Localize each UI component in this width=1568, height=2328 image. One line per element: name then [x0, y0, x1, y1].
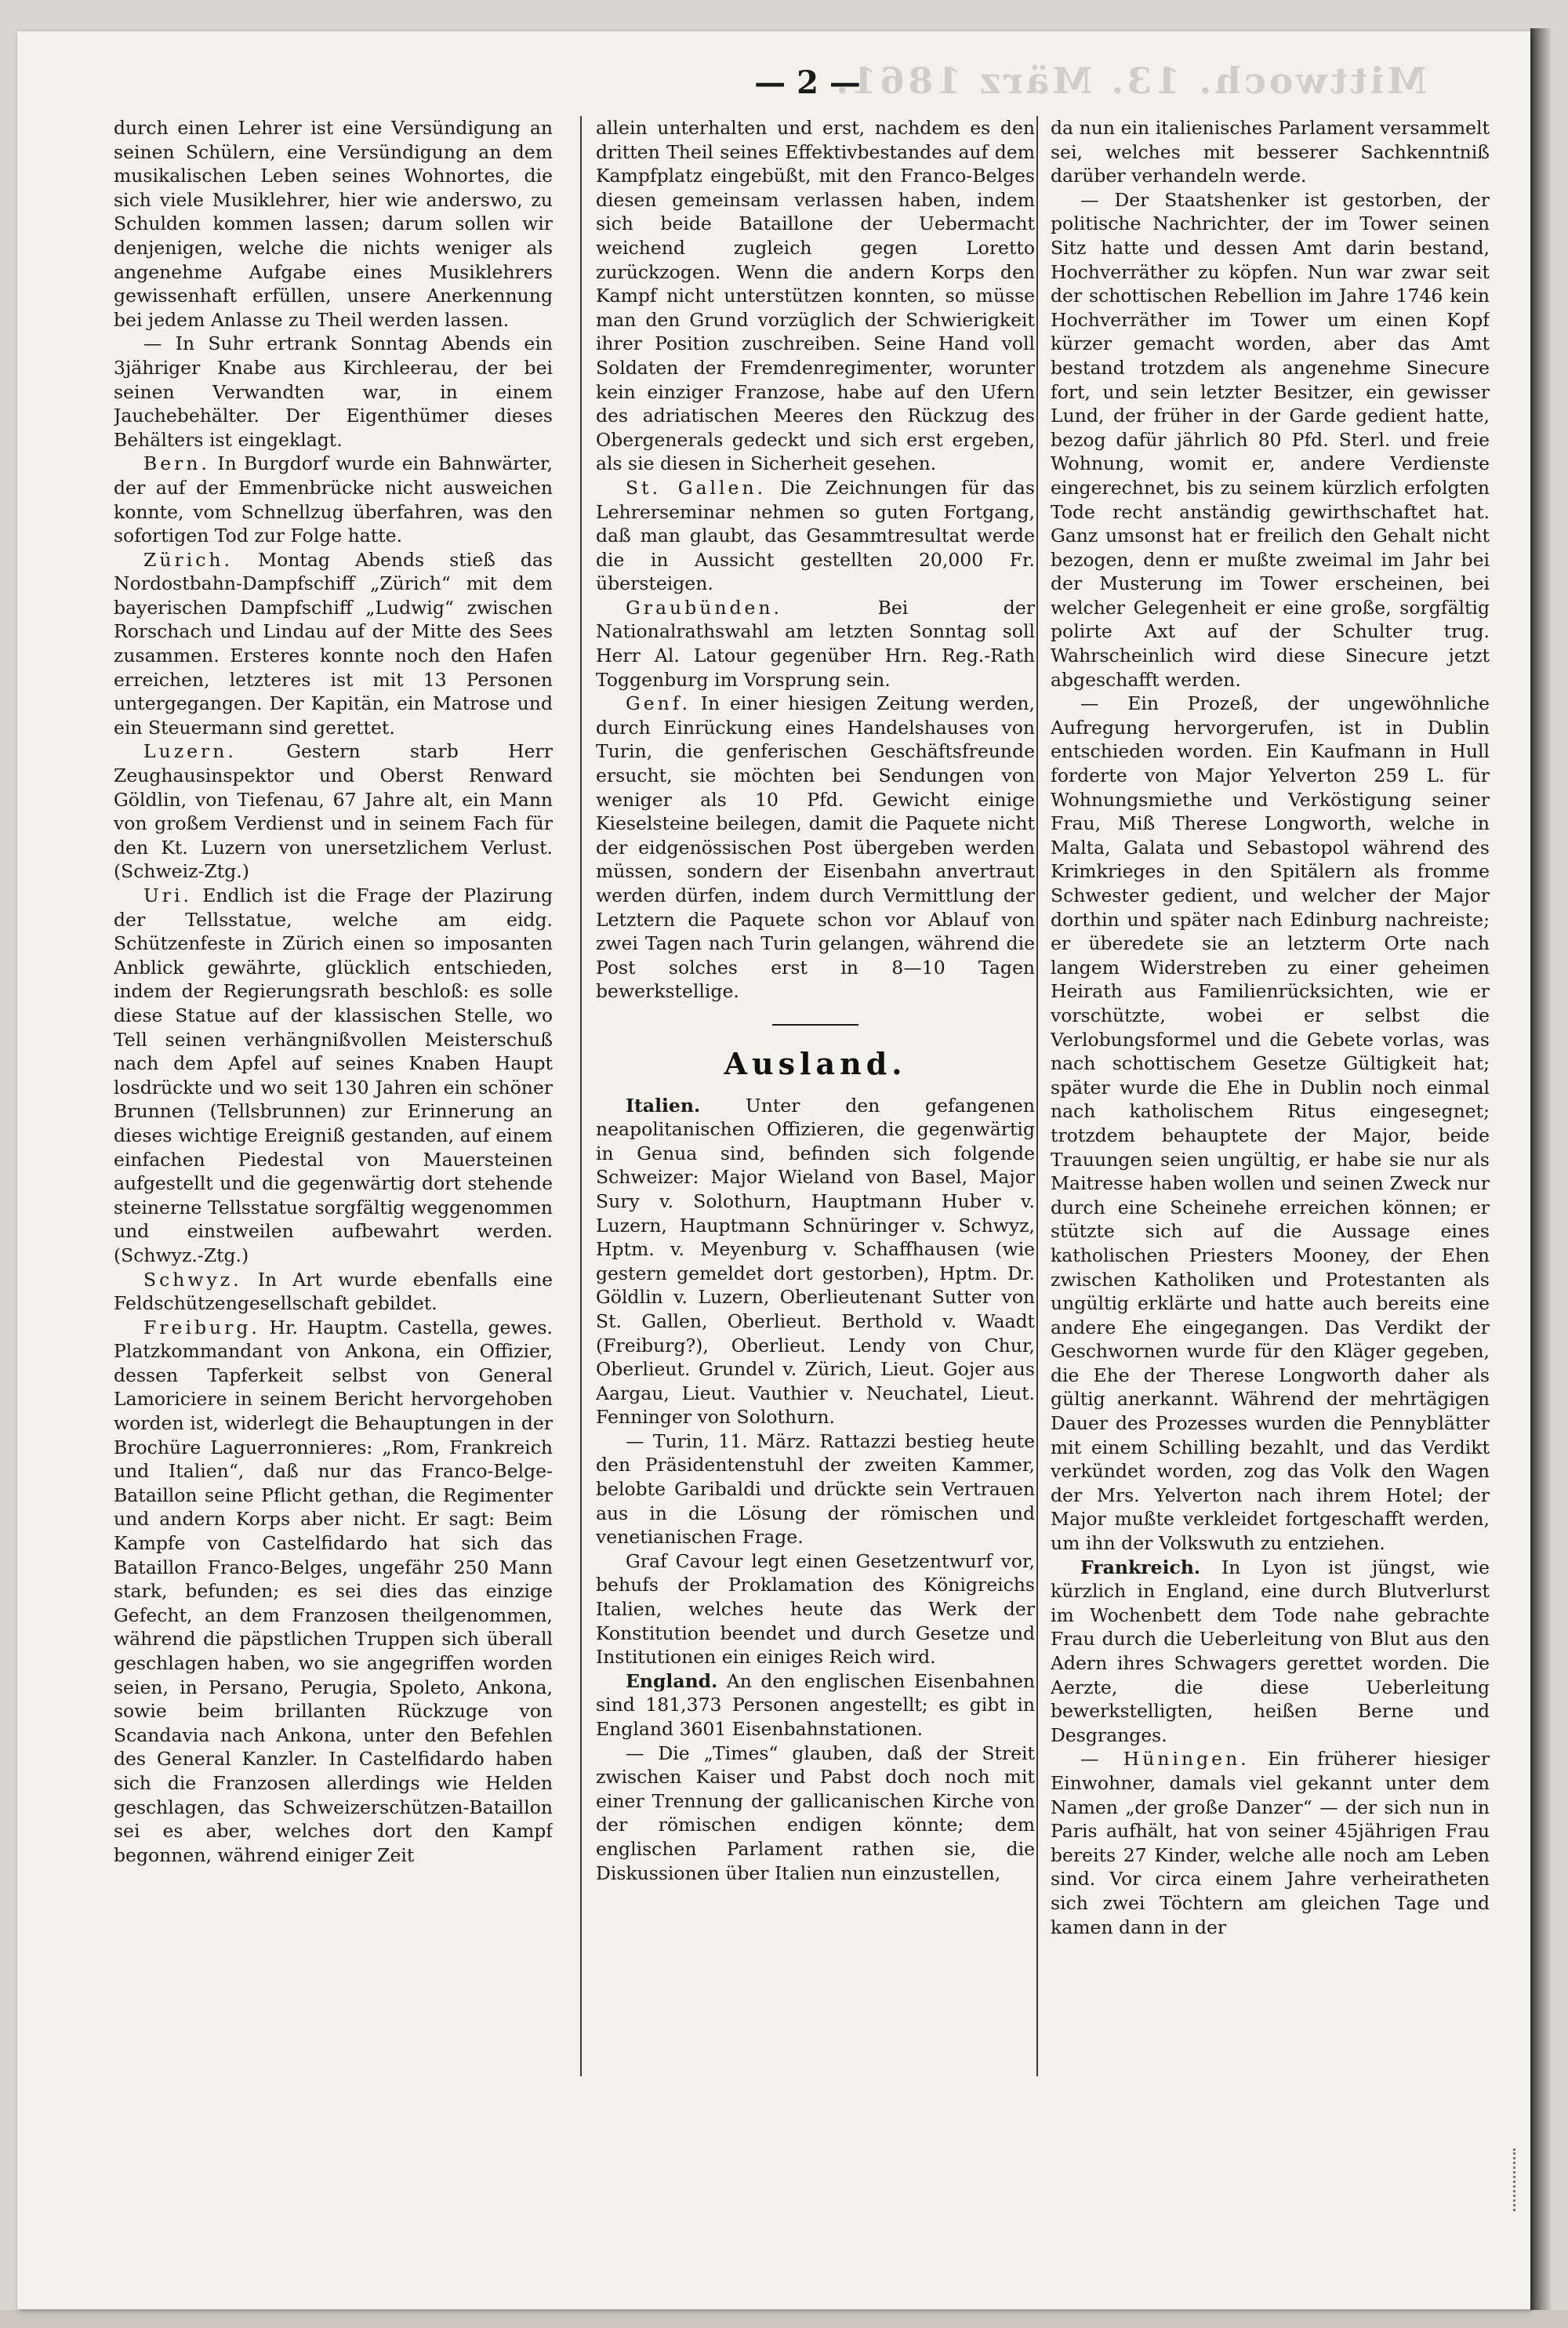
dateline-graubuenden: Graubünden. [626, 596, 783, 619]
news-item-hueningen [1051, 1747, 1490, 1939]
news-item-genf [596, 692, 1035, 1004]
page-number: — 2 — [754, 64, 861, 101]
source-uri: (Schwyz.-Ztg.) [114, 1244, 249, 1266]
news-text-italien: Unter den gefangenen neapolitanischen Offizieren, die gegenwärtig in Genua sind, befinden sich folgende Schweizer: Major Wieland von Basel, Major Sury v. Solothurn, Hauptmann Huber v. Luzern, Hauptmann Schnüringer v. Schwyz, Hptm. v. Meyenburg v. Schaffhausen (wie gestern gemeldet dort gestorben), Hptm. Dr. Göldlin v. Luzern, Oberlieutenant Sutter von St. Gallen, Oberlieut. Berthold v. Waadt (Freiburg?), Oberlieut. Lendy von Chur, Oberlieut. Grundel v. Zürich, Lieut. Gojer aus Aargau, Lieut. Vauthier v. Neuchatel, Lieut. Fenninger von Solothurn. [596, 1094, 1035, 1429]
news-item-times-continued: da nun ein italienisches Parlament versammelt sei, welches mit besserer Sachkenntniß darüber verhandeln werde. [1051, 117, 1490, 187]
news-item-graubuenden [596, 596, 1035, 692]
scan-bottom-border [0, 2310, 1568, 2328]
dateline-freiburg: Freiburg. [143, 1316, 260, 1338]
source-luzern: (Schweiz-Ztg.) [114, 860, 249, 883]
dateline-zuerich: Zürich. [143, 548, 233, 571]
news-item-turin: — Turin, 11. März. Rattazzi bestieg heute den Präsidentenstuhl der zweiten Kammer, belobte Garibaldi und drückte sein Vertrauen aus in die Lösung der römischen und venetianischen Frage. [596, 1429, 1035, 1549]
news-item-frankreich [1051, 1556, 1490, 1748]
news-text-st-gallen: Die Zeichnungen für das Lehrerseminar nehmen so guten Fortgang, daß man glaubt, das Gesammtresultat werde die in Aussicht gestellten 20,000 Fr. übersteigen. [596, 476, 1035, 595]
article-music-teachers: durch einen Lehrer ist eine Versündigung an seinen Schülern, eine Versündigung an dem musikalischen Leben seines Wohnortes, die sich viele Musiklehrer, hier wie anderswo, zu Schulden kommen lassen; darum sollen wir denjenigen, welche die nichts weniger als angenehme Aufgabe eines Musiklehrers gewissenhaft erfüllen, unsere Anerkennung bei jedem Anlasse zu Theil werden lassen. [114, 117, 553, 331]
news-text-uri: Endlich ist die Frage der Plazirung der Tellsstatue, welche am eidg. Schützenfeste in Zürich einen so imposanten Anblick gewährte, glücklich entschieden, indem der Regierungsrath beschloß: es solle diese Statue auf der klassischen Stelle, wo Tell seinen verhängnißvollen Meisterschuß nach dem Apfel auf seines Knaben Haupt losdrückte und wo seit 130 Jahren ein schöner Brunnen (Tellsbrunnen) zur Erinnerung an dieses wichtige Ereigniß gestanden, auf einem einfachen Piedestal von Mauersteinen aufgestellt und die gegenwärtig dort stehende steinerne Tellsstatue sorgfältig weggenommen und einstweilen aufbewahrt werden. [114, 884, 553, 1243]
column-3 [1051, 116, 1490, 2084]
column-rule-right [1036, 116, 1038, 2076]
page-edge-shadow [1530, 28, 1551, 2312]
news-item-suhr: — In Suhr ertrank Sonntag Abends ein 3jähriger Knabe aus Kirchleerau, der bei seinen Verwandten war, in einem Jauchebehälter. Der Eigenthümer dieses Behälters ist eingeklagt. [114, 332, 553, 451]
news-item-dublin-trial: — Ein Prozeß, der ungewöhnliche Aufregung hervorgerufen, ist in Dublin entschieden worden. Ein Kaufmann in Hull forderte von Major Yelverton 259 L. für Wohnungsmiethe und Verköstigung seiner Frau, Miß Therese Longworth, welche in Malta, Galata und Sebastopol während des Krimkrieges in den Spitälern als fromme Schwester gedient, und welcher der Major dorthin und später nach Edinburg nachreiste; er überedete sie an letzterm Orte nach langem Widerstreben zu einer geheimen Heirath aus Familienrücksichten, wie er vorschützte, wobei er selbst die Verlobungsformel und die Gebete vorlas, was nach schottischem Gesetze Gültigkeit hat; später wurde die Ehe in Dublin noch einmal nach katholischem Ritus eingesegnet; trotzdem behauptete der Major, beide Trauungen seien ungültig, er habe sie nur als Maitresse haben wollen und seinen Zweck nur durch eine Scheinehe erreichen können; er stützte sich auf die Aussage eines katholischen Priesters Mooney, der Ehen zwischen Katholiken und Protestanten als ungültig erklärte und hatte auch bereits eine andere Ehe eingegangen. Das Verdikt der Geschwornen wurde für den Kläger gegeben, die Ehe der Therese Longworth daher als gültig anerkannt. Während der mehrtägigen Dauer des Prozesses wurden die Pennyblätter mit einem Schilling bezahlt, und das Verdikt verkündet worden, zog das Volk den Wagen der Mrs. Yelverton nach ihrem Hotel; der Major mußte verkleidet fortgeschafft werden, um ihn der Volkswuth zu entziehen. [1051, 692, 1490, 1555]
news-item-schwyz [114, 1268, 553, 1316]
news-item-st-gallen [596, 476, 1035, 596]
dateline-genf: Genf. [626, 692, 691, 715]
news-text-genf: In einer hiesigen Zeitung werden, durch Einrückung eines Handelshauses von Turin, die genferischen Geschäftsfreunde ersucht, sie möchten bei Sendungen von weniger als 10 Pfd. Gewicht einige Kieselsteine beilegen, damit die Paquete nicht der eidgenössischen Post übergeben werden müssen, sondern der Eisenbahn anvertraut werden dürfen, indem durch Vermittlung der Letztern die Paquete schon vor Ablauf von zwei Tagen nach Turin gelangen, während die Post solches erst in 8—10 Tagen bewerkstellige. [596, 692, 1035, 1003]
country-label-england: England. [626, 1669, 718, 1692]
dateline-luzern: Luzern. [143, 740, 237, 763]
news-item-staatshenker: — Der Staatshenker ist gestorben, der politische Nachrichter, der im Tower seinen Sitz hatte und dessen Amt darin bestand, Hochverräther zu köpfen. Nun war zwar seit der schottischen Rebellion im Jahre 1746 kein Hochverräther im Tower um einen Kopf kürzer gemacht worden, aber das Amt bestand trotzdem als angenehme Sinecure fort, und sein letzter Besitzer, ein gewisser Lund, der früher in der Garde gedient hatte, bezog dafür jährlich 80 Pfd. Sterl. und freie Wohnung, womit er, andere Verdienste eingerechnet, bis zu seinem kürzlich erfolgten Tode recht anständig gewirthschaftet hat. Ganz umsonst hat er freilich den Gehalt nicht bezogen, denn er mußte zweimal im Jahr bei der Musterung im Tower erscheinen, bei welcher Gelegenheit er eine große, sorgfältig polirte Axt auf der Schulter trug. Wahrscheinlich wird diese Sinecure jetzt abgeschafft werden. [1051, 188, 1490, 691]
section-heading-ausland: Ausland. [724, 1045, 907, 1081]
dateline-schwyz: Schwyz. [143, 1268, 242, 1291]
news-text-hueningen: Ein früherer hiesiger Einwohner, damals viel gekannt unter dem Namen „der große Danzer“ — der sich nun in Paris aufhält, hat von seiner 45jährigen Frau bereits 27 Kinder, welche alle noch am Leben sind. Vor circa einem Jahre verheiratheten sich zwei Töchtern am gleichen Tage und kamen dann in der [1051, 1748, 1490, 1938]
news-text-zuerich: Montag Abends stieß das Nordostbahn-Dampfschiff „Zürich“ mit dem bayerischen Dampfschiff „Ludwig“ zwischen Rorschach und Lindau auf der Mitte des Sees zusammen. Ersteres konnte noch den Hafen erreichen, letzteres ist mit 13 Personen untergegangen. Der Kapitän, ein Matrose und ein Steuermann sind gerettet. [114, 548, 553, 739]
column-rule-left [580, 116, 582, 2076]
news-text-luzern: Gestern starb Herr Zeughausinspektor und Oberst Renward Göldlin, von Tiefenau, 67 Jahre alt, ein Mann von großem Verdienst und in seinem Fach für den Kt. Luzern von unersetzlichem Verlust. [114, 740, 553, 859]
news-text-graubuenden: Bei der Nationalrathswahl am letzten Sonntag soll Herr Al. Latour gegenüber Hrn. Reg.-Rath Toggenburg im Vorsprung sein. [596, 596, 1035, 691]
news-item-cavour: Graf Cavour legt einen Gesetzentwurf vor, behufs der Proklamation des Königreichs Italien, welches heute das Werk der Konstitution beendet und durch Gesetze und Institutionen ein einiges Reich wird. [596, 1549, 1035, 1669]
bleed-through-header: Mittwoch. 13. März 1861. [833, 60, 1427, 102]
binding-marks [1513, 2148, 1525, 2211]
news-item-freiburg [114, 1316, 553, 1868]
dateline-st-gallen: St. Gallen. [626, 476, 767, 499]
news-text-bern: In Burgdorf wurde ein Bahnwärter, der auf der Emmenbrücke nicht ausweichen konnte, vom Schnellzug überfahren, was den sofortigen Tod zur Folge hatte. [114, 452, 553, 547]
news-text-frankreich: In Lyon ist jüngst, wie kürzlich in England, eine durch Blutverlurst im Wochenbett dem Tode nahe gebrachte Frau durch die Ueberleitung von Blut aus den Adern ihres Schwagers gerettet worden. Die Aerzte, die diese Ueberleitung bewerkstelligten, heißen Berne und Desgranges. [1051, 1556, 1490, 1746]
column-1 [114, 116, 553, 2084]
news-text-england: An den englischen Eisenbahnen sind 181,373 Personen angestellt; es gibt in England 3601 Eisenbahnstationen. [596, 1669, 1035, 1740]
news-item-times: — Die „Times“ glauben, daß der Streit zwischen Kaiser und Pabst doch noch mit einer Trennung der gallicanischen Kirche von der römischen endigen könnte; dem englischen Parlament rathen sie, die Diskussionen über Italien nun einzustellen, [596, 1741, 1035, 1884]
dateline-bern: Bern. [143, 452, 211, 475]
news-item-zuerich [114, 548, 553, 740]
section-divider [772, 1024, 858, 1026]
news-item-italien [596, 1094, 1035, 1429]
news-item-uri [114, 884, 553, 1268]
news-item-freiburg-continued: allein unterhalten und erst, nachdem es den dritten Theil seines Effektivbestandes auf dem Kampfplatz eingebüßt, mit den Franco-Belges diesen gemeinsam verlassen haben, indem sich beide Bataillone der Uebermacht weichend zugleich gegen Loretto zurückzogen. Wenn die andern Korps den Kampf nicht unterstützen konnten, so müsse man den Grund vorzüglich der Schwierigkeit ihrer Position zuschreiben. Seine Hand voll Soldaten der Fremdenregimenter, worunter kein einziger Franzose, habe auf den Ufern des adriatischen Meeres den Rückzug des Obergenerals gedeckt und sich erst ergeben, als sie diesen in Sicherheit gesehen. [596, 117, 1035, 475]
dateline-uri: Uri. [143, 884, 193, 906]
dateline-hueningen: — Hüningen. [1080, 1748, 1250, 1771]
country-label-italien: Italien. [626, 1094, 701, 1117]
column-2 [596, 116, 1035, 2084]
news-text-freiburg: Hr. Hauptm. Castella, gewes. Platzkommandant von Ankona, ein Offizier, dessen Tapferkeit selbst von General Lamoriciere in seinem Bericht hervorgehoben worden ist, widerlegt die Behauptungen in der Brochüre Laguerronnieres: „Rom, Frankreich und Italien“, daß nur das Franco-Belge-Bataillon seine Pflicht gethan, die Regimenter und andern Korps aber nicht. Er sagt: Beim Kampfe von Castelfidardo hat sich das Bataillon Franco-Belges, ungefähr 250 Mann stark, befunden; es sei dies das einzige Gefecht, an dem Franzosen theilgenommen, während die päpstlichen Truppen sich überall geschlagen haben, wo sie angegriffen worden seien, in Persano, Perugia, Spoleto, Ankona, sowie beim brillanten Rückzuge von Scandavia nach Ankona, unter den Befehlen des General Kanzler. In Castelfidardo haben sich die Franzosen allerdings wie Helden geschlagen, das Schweizerschützen-Bataillon sei es aber, welches dort den Kampf begonnen, während einiger Zeit [114, 1316, 553, 1866]
news-item-bern [114, 452, 553, 547]
news-item-luzern [114, 739, 553, 884]
country-label-frankreich: Frankreich. [1080, 1556, 1201, 1578]
news-text-schwyz: In Art wurde ebenfalls eine Feldschützengesellschaft gebildet. [114, 1268, 553, 1315]
news-item-england [596, 1669, 1035, 1741]
